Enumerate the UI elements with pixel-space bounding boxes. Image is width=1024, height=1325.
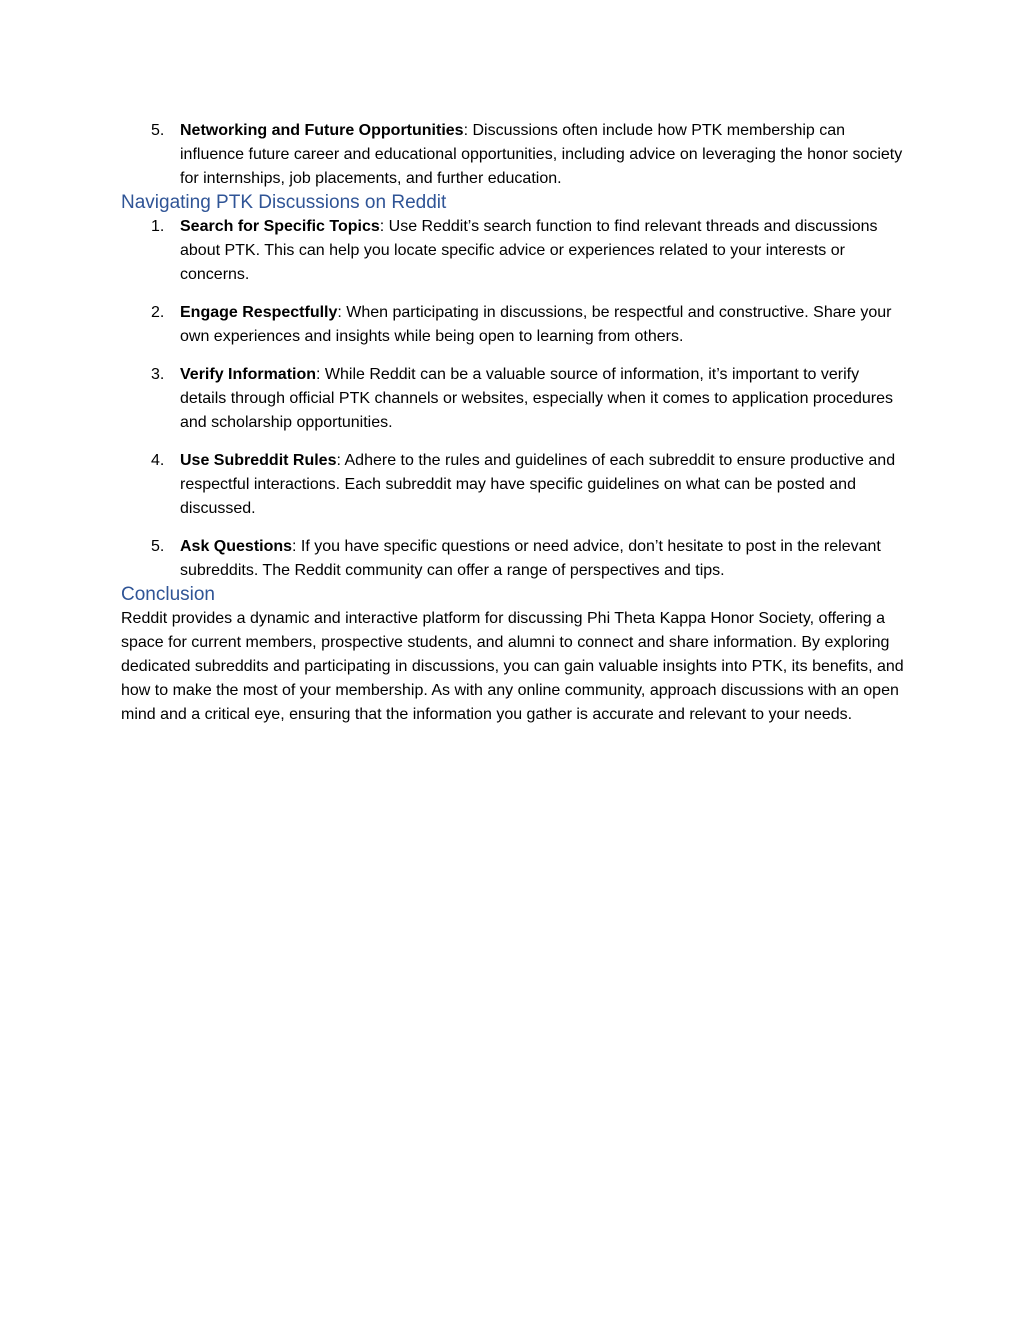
list-item-term: Engage Respectfully: [180, 304, 338, 321]
list-item: [121, 119, 905, 191]
list-item-text: : Use Reddit’s search function to find relevant threads and discussions about PTK. This can help you locate specific advice or experiences related to your interests or concerns.: [180, 218, 878, 283]
list-item: [121, 535, 905, 583]
list-number: 3.: [151, 366, 165, 383]
list-item-text: : Adhere to the rules and guidelines of each subreddit to ensure productive and respectful interactions. Each subreddit may have specific guidelines on what can be posted and discussed.: [180, 452, 896, 517]
navigating-list: [121, 215, 905, 583]
list-number: 1.: [151, 218, 165, 235]
list-item-text: : When participating in discussions, be respectful and constructive. Share your own experiences and insights while being open to learning from others.: [180, 304, 892, 345]
list-item-term: Ask Questions: [180, 538, 293, 555]
conclusion-paragraph: Reddit provides a dynamic and interactive platform for discussing Phi Theta Kappa Honor Society, offering a space for current members, prospective students, and alumni to connect and share information. By exploring dedicated subreddits and participating in discussions, you can gain valuable insights into PTK, its benefits, and how to make the most of your membership. As with any online community, approach discussions with an open mind and a critical eye, ensuring that the information you gather is accurate and relevant to your needs.: [121, 610, 904, 723]
document-content: [121, 119, 905, 727]
list-item: [121, 363, 905, 435]
list-number: 5.: [151, 538, 165, 555]
list-number: 5.: [151, 122, 165, 139]
section-heading-conclusion: Conclusion: [121, 584, 215, 605]
list-item-term: Verify Information: [180, 366, 317, 383]
list-item-term: Search for Specific Topics: [180, 218, 380, 235]
list-item-text: : Discussions often include how PTK membership can influence future career and educational opportunities, including advice on leveraging the honor society for internships, job placements, and further education.: [180, 122, 903, 187]
list-item-term: Use Subreddit Rules: [180, 452, 337, 469]
list-item: [121, 215, 905, 287]
opportunities-list: [121, 119, 905, 191]
list-item: [121, 449, 905, 521]
list-number: 2.: [151, 304, 165, 321]
list-item: [121, 301, 905, 349]
section-heading-navigating: Navigating PTK Discussions on Reddit: [121, 192, 447, 213]
list-item-text: : If you have specific questions or need advice, don’t hesitate to post in the relevant subreddits. The Reddit community can offer a range of perspectives and tips.: [180, 538, 881, 579]
list-item-text: : While Reddit can be a valuable source of information, it’s important to verify details through official PTK channels or websites, especially when it comes to application procedures and scholarship opportunities.: [180, 366, 893, 431]
list-number: 4.: [151, 452, 165, 469]
list-item-term: Networking and Future Opportunities: [180, 122, 464, 139]
